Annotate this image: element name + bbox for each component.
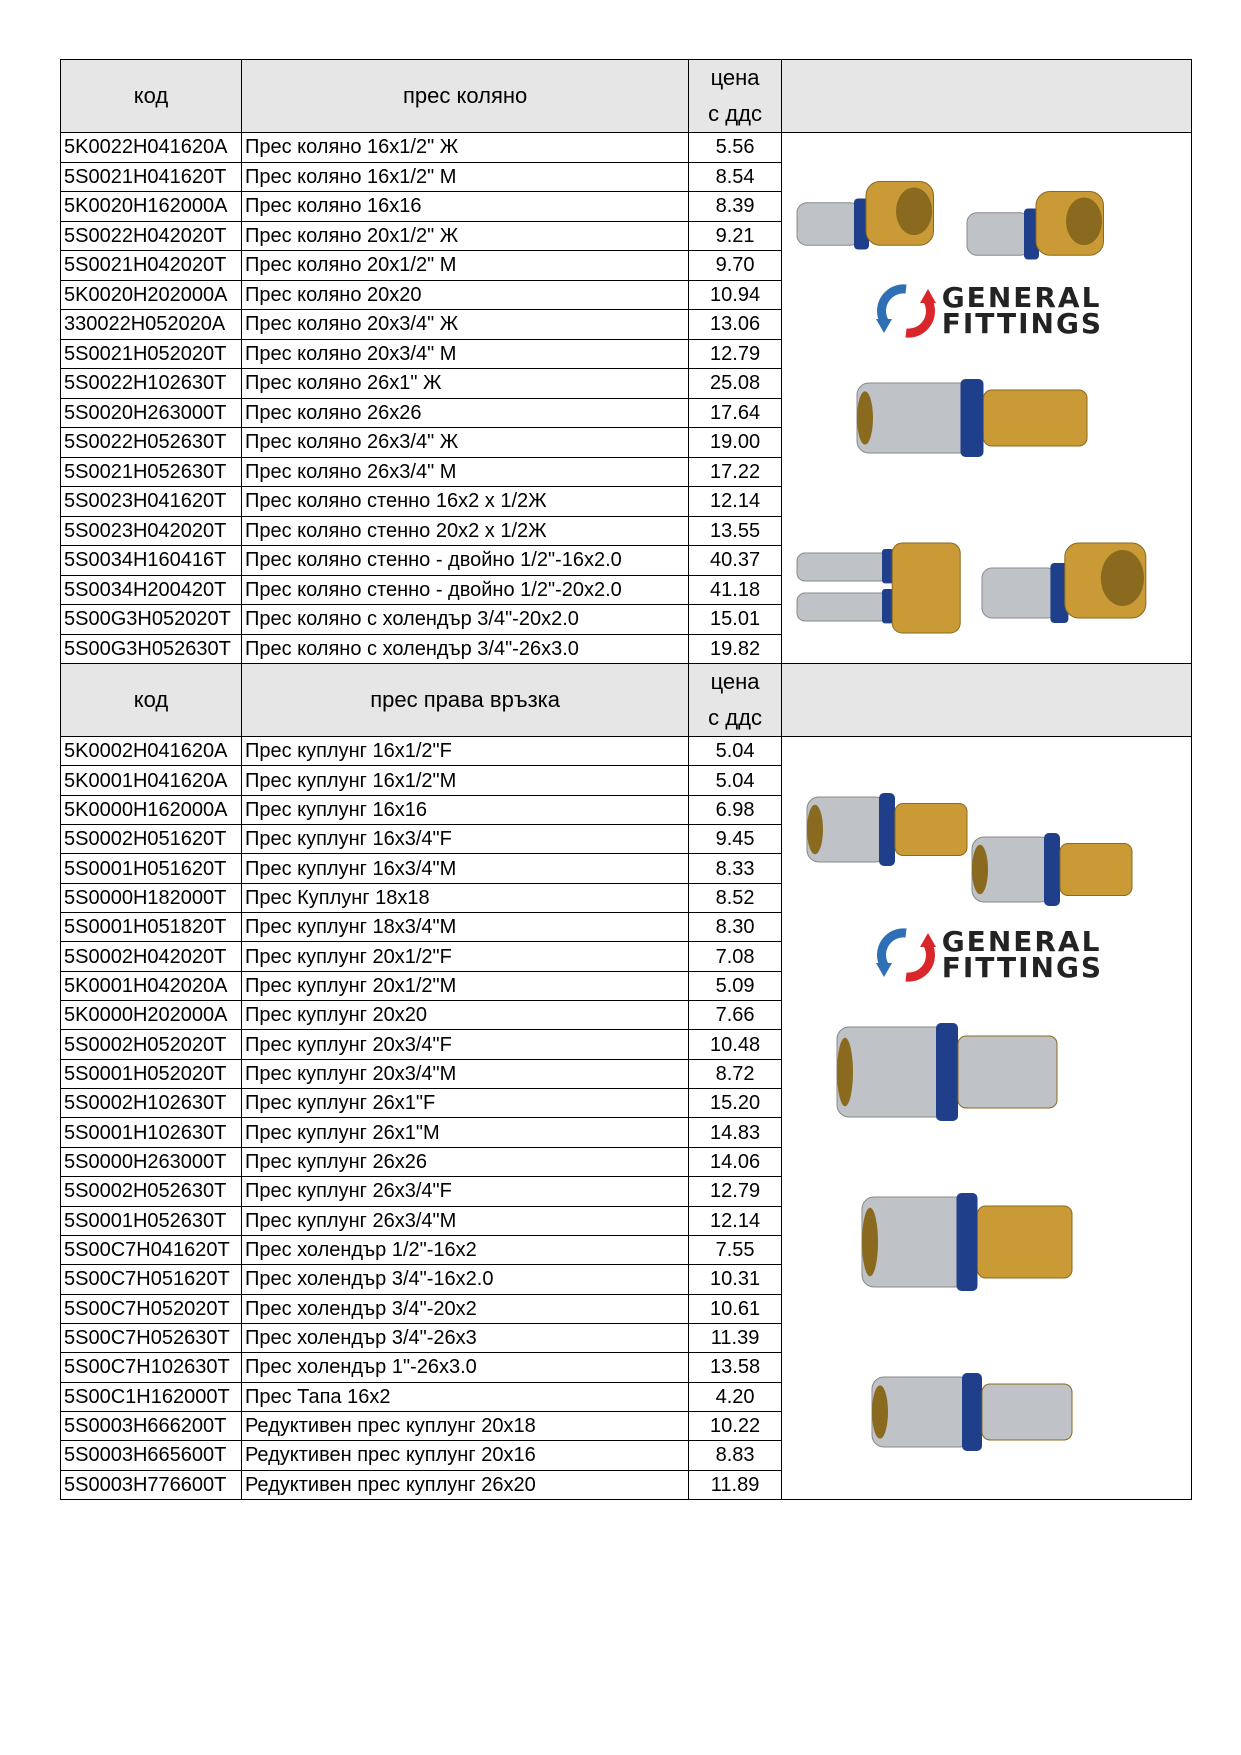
product-price: 11.39 [689, 1323, 781, 1352]
product-code: 5S0002H052020T [61, 1030, 242, 1059]
product-code: 5K0020H162000A [61, 192, 242, 222]
product-name: Прес коляно 26x1" Ж [241, 369, 688, 399]
product-price: 13.06 [689, 310, 781, 340]
product-code: 5S0021H042020T [61, 251, 242, 281]
product-price: 14.83 [689, 1118, 781, 1147]
logo-line2: FITTINGS [941, 951, 1104, 984]
header-price-line2: с ддс [708, 101, 762, 126]
product-price: 7.66 [689, 1001, 781, 1030]
product-code: 5S00C7H041620T [61, 1235, 242, 1264]
header-name: прес коляно [241, 60, 688, 133]
product-code: 5S0022H102630T [61, 369, 242, 399]
product-name: Прес куплунг 26x3/4"F [241, 1177, 688, 1206]
product-price: 6.98 [689, 795, 781, 824]
general-fittings-logo [782, 283, 1191, 339]
product-name: Прес коляно 16x16 [241, 192, 688, 222]
fittings-illustration [782, 737, 1187, 1491]
header-image-column [781, 664, 1191, 737]
product-name: Прес коляно 26x3/4" М [241, 457, 688, 487]
product-price: 13.55 [689, 516, 781, 546]
product-price: 10.61 [689, 1294, 781, 1323]
product-price: 8.83 [689, 1441, 781, 1470]
product-price: 25.08 [689, 369, 781, 399]
product-price: 7.55 [689, 1235, 781, 1264]
logo-line2: FITTINGS [941, 307, 1104, 340]
product-name: Прес коляно с холендър 3/4"-20x2.0 [241, 605, 688, 635]
product-price: 9.21 [689, 221, 781, 251]
product-name: Прес коляно стенно 16x2 x 1/2Ж [241, 487, 688, 517]
product-price: 10.31 [689, 1265, 781, 1294]
product-price: 7.08 [689, 942, 781, 971]
product-code: 5S0020H263000T [61, 398, 242, 428]
product-name: Прес коляно стенно - двойно 1/2"-16x2.0 [241, 546, 688, 576]
product-code: 5K0000H162000A [61, 795, 242, 824]
product-price: 12.79 [689, 1177, 781, 1206]
header-price [689, 60, 781, 133]
product-name: Прес коляно 20x3/4" Ж [241, 310, 688, 340]
product-name: Редуктивен прес куплунг 20x16 [241, 1441, 688, 1470]
product-name: Прес куплунг 26x26 [241, 1147, 688, 1176]
product-name: Прес куплунг 16x1/2"M [241, 766, 688, 795]
product-name: Прес коляно 20x1/2" Ж [241, 221, 688, 251]
product-price: 17.22 [689, 457, 781, 487]
product-price: 5.56 [689, 133, 781, 163]
product-price: 9.45 [689, 825, 781, 854]
product-price: 8.52 [689, 883, 781, 912]
product-price: 10.22 [689, 1411, 781, 1440]
product-name: Прес куплунг 26x1"F [241, 1089, 688, 1118]
header-price-line1: цена [710, 669, 760, 694]
product-code: 5S00G3H052630T [61, 634, 242, 664]
product-name: Прес коляно стенно - двойно 1/2"-20x2.0 [241, 575, 688, 605]
product-code: 5S0022H042020T [61, 221, 242, 251]
product-name: Прес куплунг 20x1/2"M [241, 971, 688, 1000]
product-price: 5.04 [689, 766, 781, 795]
table-row [61, 737, 1192, 766]
price-table [60, 59, 1192, 1500]
product-name: Прес куплунг 20x3/4"F [241, 1030, 688, 1059]
coupling-fittings-image [781, 737, 1191, 1500]
product-name: Прес Тапа 16x2 [241, 1382, 688, 1411]
product-name: Прес коляно 16x1/2" Ж [241, 133, 688, 163]
product-price: 14.06 [689, 1147, 781, 1176]
product-price: 5.09 [689, 971, 781, 1000]
product-price: 19.82 [689, 634, 781, 664]
product-price: 13.58 [689, 1353, 781, 1382]
product-code: 5S0003H666200T [61, 1411, 242, 1440]
logo-arrows-icon [870, 283, 942, 339]
product-code: 5S00C7H052020T [61, 1294, 242, 1323]
product-name: Прес куплунг 16x1/2"F [241, 737, 688, 766]
product-code: 5S00C7H052630T [61, 1323, 242, 1352]
product-code: 5S0021H041620T [61, 162, 242, 192]
product-code: 5S0002H052630T [61, 1177, 242, 1206]
product-price: 8.39 [689, 192, 781, 222]
product-code: 5S00C7H102630T [61, 1353, 242, 1382]
table-row [61, 133, 1192, 163]
product-name: Редуктивен прес куплунг 26x20 [241, 1470, 688, 1499]
product-name: Прес куплунг 20x3/4"M [241, 1059, 688, 1088]
product-price: 17.64 [689, 398, 781, 428]
product-name: Прес коляно с холендър 3/4"-26x3.0 [241, 634, 688, 664]
product-code: 5S00C1H162000T [61, 1382, 242, 1411]
section-header-row [61, 60, 1192, 133]
product-code: 5S0023H041620T [61, 487, 242, 517]
product-name: Прес куплунг 26x1"M [241, 1118, 688, 1147]
product-price: 12.14 [689, 487, 781, 517]
product-price: 9.70 [689, 251, 781, 281]
product-name: Прес куплунг 16x3/4"M [241, 854, 688, 883]
general-fittings-logo [782, 927, 1191, 983]
product-code: 5K0001H042020A [61, 971, 242, 1000]
product-price: 8.54 [689, 162, 781, 192]
product-code: 5S0002H042020T [61, 942, 242, 971]
product-code: 5S0001H102630T [61, 1118, 242, 1147]
product-name: Прес коляно 20x1/2" М [241, 251, 688, 281]
product-code: 5S00C7H051620T [61, 1265, 242, 1294]
product-name: Редуктивен прес куплунг 20x18 [241, 1411, 688, 1440]
product-code: 5S0021H052630T [61, 457, 242, 487]
product-code: 5S0002H102630T [61, 1089, 242, 1118]
product-code: 5S0001H051620T [61, 854, 242, 883]
header-code: код [61, 60, 242, 133]
header-name: прес права връзка [241, 664, 688, 737]
product-code: 5S0002H051620T [61, 825, 242, 854]
product-name: Прес куплунг 20x20 [241, 1001, 688, 1030]
product-name: Прес коляно 26x26 [241, 398, 688, 428]
header-code: код [61, 664, 242, 737]
product-code: 5S0000H182000T [61, 883, 242, 912]
product-name: Прес холендър 3/4"-16x2.0 [241, 1265, 688, 1294]
product-price: 12.79 [689, 339, 781, 369]
product-name: Прес холендър 1"-26x3.0 [241, 1353, 688, 1382]
product-code: 5S0021H052020T [61, 339, 242, 369]
product-price: 19.00 [689, 428, 781, 458]
product-price: 8.30 [689, 913, 781, 942]
product-code: 5S0023H042020T [61, 516, 242, 546]
product-code: 5K0001H041620A [61, 766, 242, 795]
product-price: 40.37 [689, 546, 781, 576]
product-code: 5S0001H052020T [61, 1059, 242, 1088]
header-image-column [781, 60, 1191, 133]
logo-line1: GENERAL [941, 281, 1102, 314]
product-price: 8.72 [689, 1059, 781, 1088]
product-price: 12.14 [689, 1206, 781, 1235]
product-code: 5K0020H202000A [61, 280, 242, 310]
product-code: 5S0003H776600T [61, 1470, 242, 1499]
product-name: Прес холендър 1/2"-16x2 [241, 1235, 688, 1264]
fittings-illustration [782, 133, 1187, 655]
product-price: 10.94 [689, 280, 781, 310]
product-code: 5K0022H041620A [61, 133, 242, 163]
product-code: 5S00G3H052020T [61, 605, 242, 635]
product-code: 5S0001H052630T [61, 1206, 242, 1235]
product-name: Прес Куплунг 18x18 [241, 883, 688, 912]
product-code: 5K0000H202000A [61, 1001, 242, 1030]
header-price-line2: с ддс [708, 705, 762, 730]
product-price: 15.20 [689, 1089, 781, 1118]
product-name: Прес холендър 3/4"-20x2 [241, 1294, 688, 1323]
product-code: 5S0034H160416T [61, 546, 242, 576]
product-price: 4.20 [689, 1382, 781, 1411]
product-price: 10.48 [689, 1030, 781, 1059]
product-name: Прес куплунг 20x1/2"F [241, 942, 688, 971]
product-name: Прес куплунг 18x3/4"M [241, 913, 688, 942]
elbow-fittings-image [781, 133, 1191, 664]
product-code: 5S0022H052630T [61, 428, 242, 458]
product-name: Прес куплунг 16x16 [241, 795, 688, 824]
product-name: Прес коляно 20x20 [241, 280, 688, 310]
product-name: Прес коляно стенно 20x2 x 1/2Ж [241, 516, 688, 546]
product-name: Прес куплунг 26x3/4"M [241, 1206, 688, 1235]
product-name: Прес коляно 16x1/2" М [241, 162, 688, 192]
product-name: Прес холендър 3/4"-26x3 [241, 1323, 688, 1352]
section-header-row [61, 664, 1192, 737]
header-price-line1: цена [710, 65, 760, 90]
product-name: Прес куплунг 16x3/4"F [241, 825, 688, 854]
product-code: 5S0003H665600T [61, 1441, 242, 1470]
product-name: Прес коляно 20x3/4" М [241, 339, 688, 369]
logo-line1: GENERAL [941, 925, 1102, 958]
product-price: 15.01 [689, 605, 781, 635]
product-code: 5S0001H051820T [61, 913, 242, 942]
product-price: 8.33 [689, 854, 781, 883]
product-code: 5S0000H263000T [61, 1147, 242, 1176]
header-price [689, 664, 781, 737]
product-code: 330022H052020A [61, 310, 242, 340]
product-code: 5K0002H041620A [61, 737, 242, 766]
product-price: 11.89 [689, 1470, 781, 1499]
product-code: 5S0034H200420T [61, 575, 242, 605]
product-price: 5.04 [689, 737, 781, 766]
logo-arrows-icon [870, 927, 942, 983]
product-name: Прес коляно 26x3/4" Ж [241, 428, 688, 458]
product-price: 41.18 [689, 575, 781, 605]
